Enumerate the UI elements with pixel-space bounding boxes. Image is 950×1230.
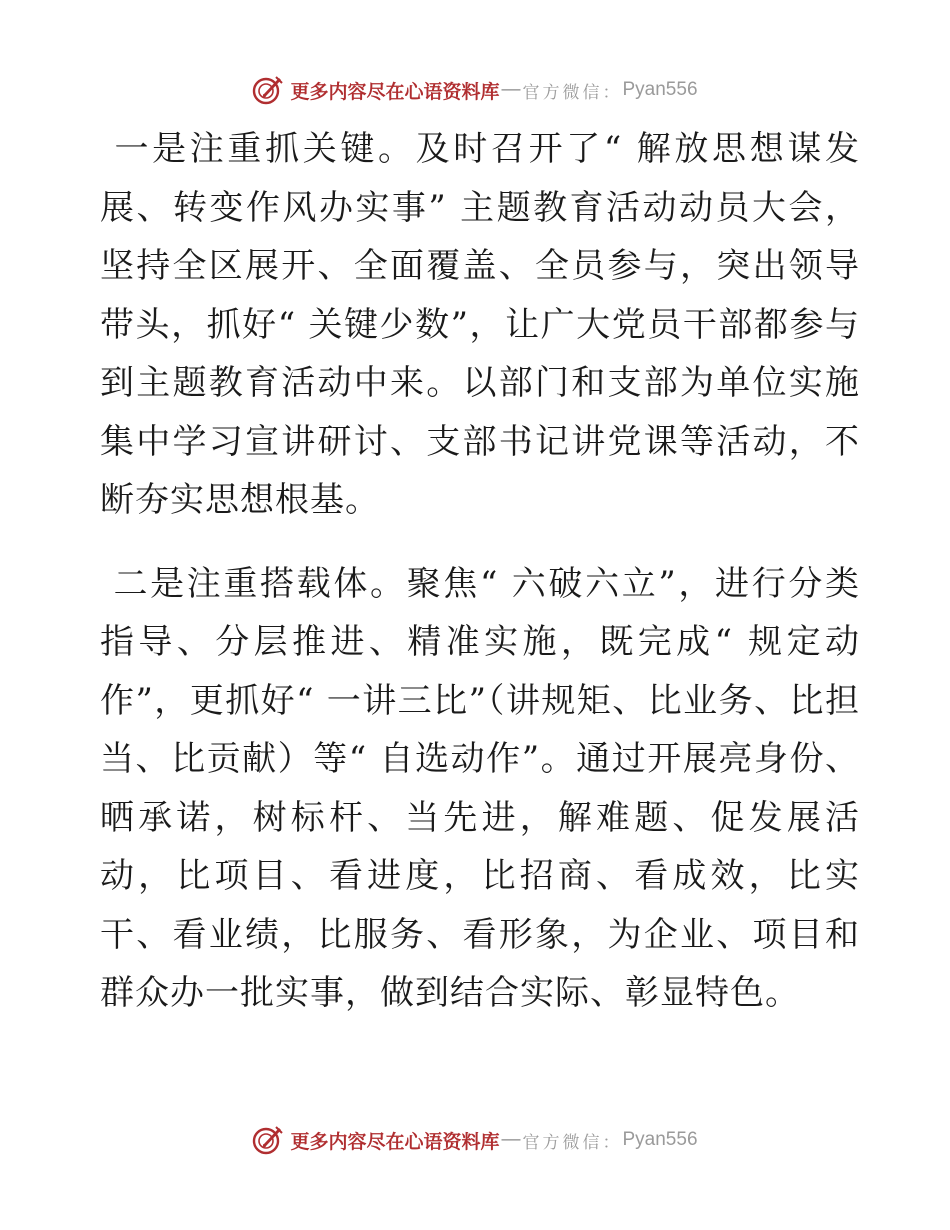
header-title: 更多内容尽在心语资料库 — [290, 80, 500, 103]
footer-banner — [0, 1118, 950, 1162]
header-dash: — — [501, 79, 521, 100]
paragraph-carrier-focus: 二是注重搭载体。聚焦“ 六破六立”，进行分类指导、分层推进、精准实施，既完成“ 规定动作”，更抓好“ 一讲三比”（讲规矩、比业务、比担当、比贡献）等“ 自选动作”。通过开展亮身份、晒承诺，树标杆、当先进，解难题、促发展活动，比项目、看进度，比招商、看成效，比实干、看业绩，比服务、看形象，为企业、项目和群众办一批实事，做到结合实际、彰显特色。 — [100, 563, 860, 1013]
footer-wechat-id: Pyan556 — [622, 1129, 698, 1150]
quill-pen-logo-icon — [252, 1124, 284, 1156]
document-body — [100, 120, 860, 1023]
paragraph-key-focus: 一是注重抓关键。及时召开了“ 解放思想谋发展、转变作风办实事” 主题教育活动动员大会，坚持全区展开、全面覆盖、全员参与，突出领导带头，抓好“ 关键少数”，让广大党员干部都参与到主题教育活动中来。以部门和支部为单位实施集中学习宣讲研讨、支部书记讲党课等活动，不断夯实思想根基。 — [100, 129, 860, 520]
footer-wechat-label: 官方微信： — [522, 1132, 623, 1153]
footer-dash: — — [501, 1129, 521, 1150]
header-wechat-id: Pyan556 — [622, 79, 698, 100]
header-wechat-label: 官方微信： — [522, 82, 623, 103]
footer-title: 更多内容尽在心语资料库 — [290, 1130, 500, 1153]
quill-pen-logo-icon — [252, 74, 284, 106]
header-banner — [0, 68, 950, 112]
